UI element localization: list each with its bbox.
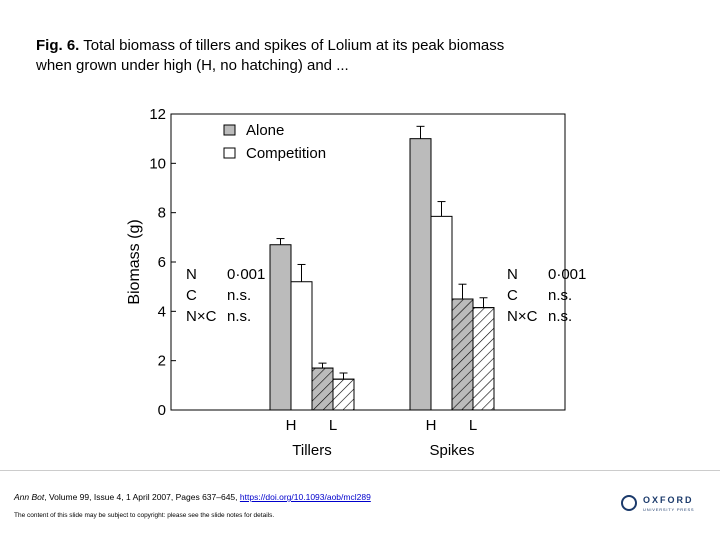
stat-factor-label: C <box>507 287 518 304</box>
legend-swatch-1 <box>224 148 235 158</box>
stat-value-label: n.s. <box>548 287 573 304</box>
x-tick-label-l: L <box>468 417 478 434</box>
caption-text: Total biomass of tillers and spikes of Lolium at its peak biomass when grown under high (H, no hatching) and ... <box>36 37 505 74</box>
y-tick-label: 4 <box>157 303 166 321</box>
legend-label: Alone <box>246 122 285 139</box>
group-label: Spikes <box>429 442 475 459</box>
x-tick-label-h: H <box>425 417 437 434</box>
stat-factor-label: C <box>186 287 197 304</box>
figure-label: Fig. 6. <box>36 37 80 54</box>
citation <box>14 492 371 502</box>
doi-link[interactable]: https://doi.org/10.1093/aob/mcl289 <box>239 492 371 502</box>
oup-logo-icon <box>621 495 637 511</box>
stat-value-label: 0·001 <box>227 266 266 283</box>
stat-factor-label: N <box>507 266 518 283</box>
bar-spikes-H-alone <box>410 139 431 410</box>
y-tick-label: 6 <box>157 254 166 271</box>
y-tick-label: 2 <box>157 352 166 370</box>
stat-value-label: 0·001 <box>548 266 587 283</box>
copyright-notice: The content of this slide may be subject to copyright: please see the slide notes for details. <box>14 512 275 519</box>
bar-tillers-H-alone <box>270 245 291 410</box>
stat-value-label: n.s. <box>227 308 252 325</box>
stat-factor-label: N×C <box>186 308 217 325</box>
legend-label: Competition <box>246 145 327 162</box>
y-tick-label: 10 <box>149 155 166 173</box>
oxford-university-press-logo <box>621 493 713 517</box>
bar-spikes-H-competition <box>431 216 452 410</box>
stat-value-label: n.s. <box>227 287 252 304</box>
x-tick-label-l: L <box>328 417 338 434</box>
bar-hatching <box>473 308 494 410</box>
bar-hatching <box>452 299 473 410</box>
citation-details: , Volume 99, Issue 4, 1 April 2007, Pages 637–645, <box>44 492 238 502</box>
journal-name: Ann Bot <box>14 492 45 502</box>
footer-divider <box>0 470 720 471</box>
oup-logo-subtitle: UNIVERSITY PRESS <box>643 507 695 512</box>
group-label: Tillers <box>292 442 332 459</box>
legend-swatch-0 <box>224 125 235 135</box>
x-tick-label-h: H <box>285 417 297 434</box>
stat-factor-label: N×C <box>507 308 538 325</box>
stat-value-label: n.s. <box>548 308 573 325</box>
y-tick-label: 12 <box>149 106 166 123</box>
y-tick-label: 0 <box>157 402 166 419</box>
bar-hatching <box>333 379 354 410</box>
oup-logo-word: OXFORD <box>643 495 694 505</box>
bar-tillers-H-competition <box>291 282 312 410</box>
stat-factor-label: N <box>186 266 197 283</box>
bar-hatching <box>312 368 333 410</box>
y-tick-label: 8 <box>157 204 166 222</box>
y-axis-label: Biomass (g) <box>126 219 143 305</box>
